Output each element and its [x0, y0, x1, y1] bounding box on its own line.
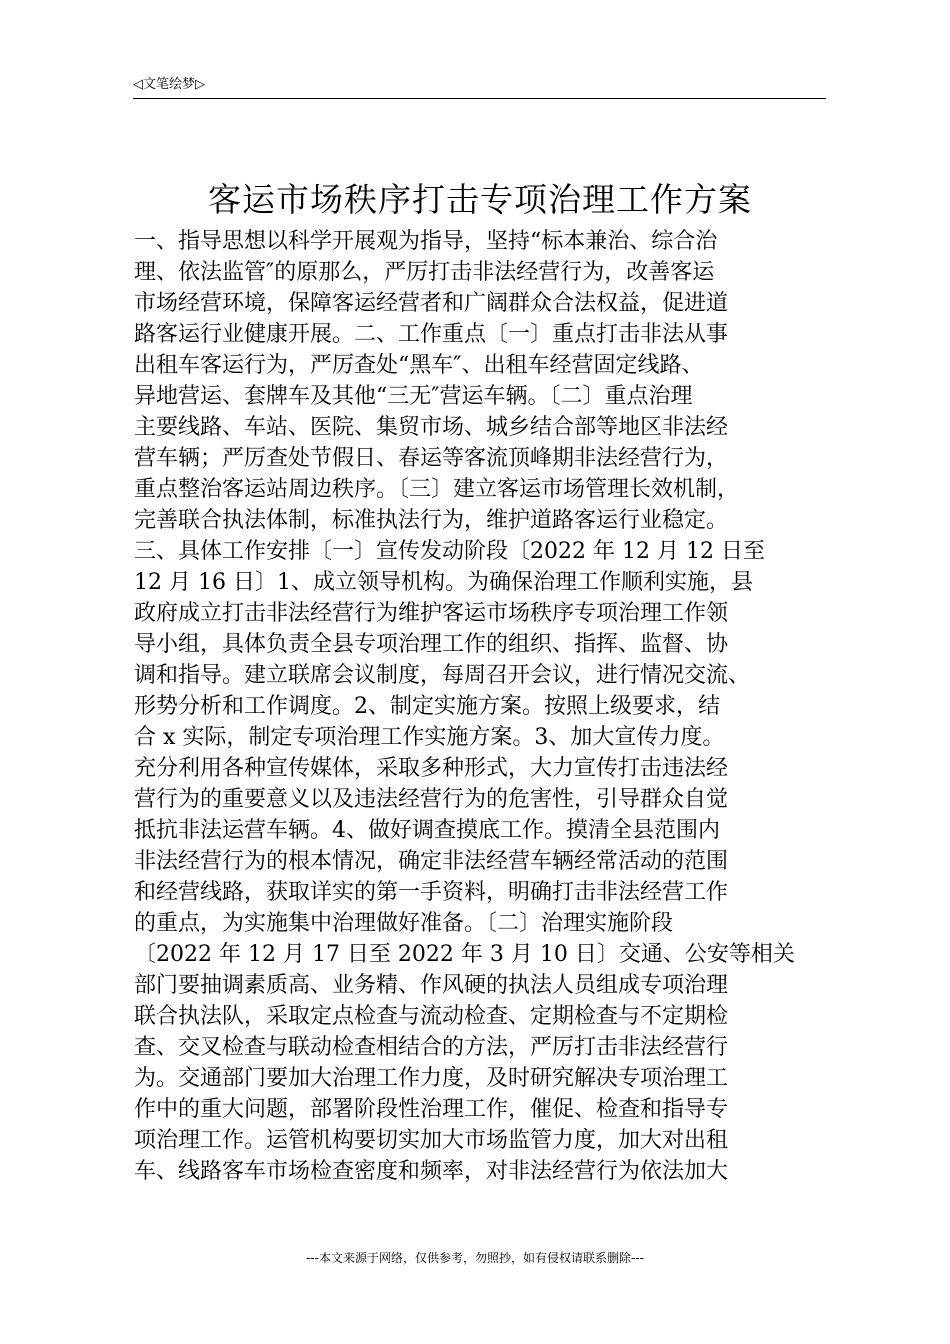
body-line: 和经营线路，获取详实的第一手资料，明确打击非法经营工作	[134, 880, 729, 905]
body-line: 调和指导。建立联席会议制度，每周召开会议，进行情况交流、	[134, 663, 751, 688]
page-header	[133, 76, 826, 99]
body-line: 政府成立打击非法经营行为维护客运市场秩序专项治理工作领	[134, 601, 729, 626]
body-line: 营车辆；严厉查处节假日、春运等客流顶峰期非法经营行为，	[134, 446, 729, 471]
body-line: 联合执法队，采取定点检查与流动检查、定期检查与不定期检	[134, 1004, 729, 1029]
body-line: 的重点，为实施集中治理做好准备。〔二〕治理实施阶段	[134, 911, 674, 936]
body-line: 作中的重大问题，部署阶段性治理工作，催促、检查和指导专	[134, 1097, 729, 1122]
body-line: 异地营运、套牌车及其他“三无″营运车辆。〔二〕重点治理	[134, 384, 693, 409]
body-line: 三、具体工作安排〔一〕宣传发动阶段〔2022 年 12 月 12 日至	[134, 539, 765, 564]
body-line: 理、依法监管″的原那么，严厉打击非法经营行为，改善客运	[134, 260, 715, 285]
body-line: 形势分析和工作调度。2、制定实施方案。按照上级要求，结	[134, 694, 720, 719]
body-line: 合 x 实际，制定专项治理工作实施方案。3、加大宣传力度。	[134, 725, 725, 750]
body-line: 〔2022 年 12 月 17 日至 2022 年 3 月 10 日〕交通、公安等相关	[134, 942, 795, 967]
body-line: 市场经营环境，保障客运经营者和广阔群众合法权益，促进道	[134, 291, 729, 316]
header-brand-text: ◁文笔绘梦▷	[133, 77, 205, 92]
document-title: 客运市场秩序打击专项治理工作方案	[208, 180, 752, 219]
body-line: 充分利用各种宣传媒体，采取多种形式，大力宣传打击违法经	[134, 756, 729, 781]
body-line: 车、线路客车市场检查密度和频率，对非法经营行为依法加大	[134, 1159, 729, 1184]
body-line: 抵抗非法运营车辆。4、做好调查摸底工作。摸清全县范围内	[134, 818, 720, 843]
body-line: 导小组，具体负责全县专项治理工作的组织、指挥、监督、协	[134, 632, 729, 657]
body-line: 部门要抽调素质高、业务精、作风硬的执法人员组成专项治理	[134, 973, 729, 998]
body-line: 完善联合执法体制，标准执法行为，维护道路客运行业稳定。	[134, 508, 729, 533]
body-line: 为。交通部门要加大治理工作力度，及时研究解决专项治理工	[134, 1066, 729, 1091]
body-line: 出租车客运行为，严厉查处“黑车″、出租车经营固定线路、	[134, 353, 704, 378]
body-line: 非法经营行为的根本情况，确定非法经营车辆经常活动的范围	[134, 849, 729, 874]
body-line: 一、指导思想以科学开展观为指导，坚持“标本兼治、综合治	[134, 229, 718, 254]
body-line: 主要线路、车站、医院、集贸市场、城乡结合部等地区非法经	[134, 415, 729, 440]
body-line: 项治理工作。运管机构要切实加大市场监管力度，加大对出租	[134, 1128, 729, 1153]
body-line: 路客运行业健康开展。二、工作重点〔一〕重点打击非法从事	[134, 322, 729, 347]
body-line: 重点整治客运站周边秩序。〔三〕建立客运市场管理长效机制，	[134, 477, 740, 502]
body-line: 查、交叉检查与联动检查相结合的方法，严厉打击非法经营行	[134, 1035, 729, 1060]
document-body	[134, 226, 854, 1187]
page-footer: ---本文来源于网络，仅供参考，勿照抄，如有侵权请联系删除---	[306, 1251, 644, 1265]
body-line: 12 月 16 日〕1、成立领导机构。为确保治理工作顺利实施，县	[134, 570, 753, 595]
body-line: 营行为的重要意义以及违法经营行为的危害性，引导群众自觉	[134, 787, 729, 812]
